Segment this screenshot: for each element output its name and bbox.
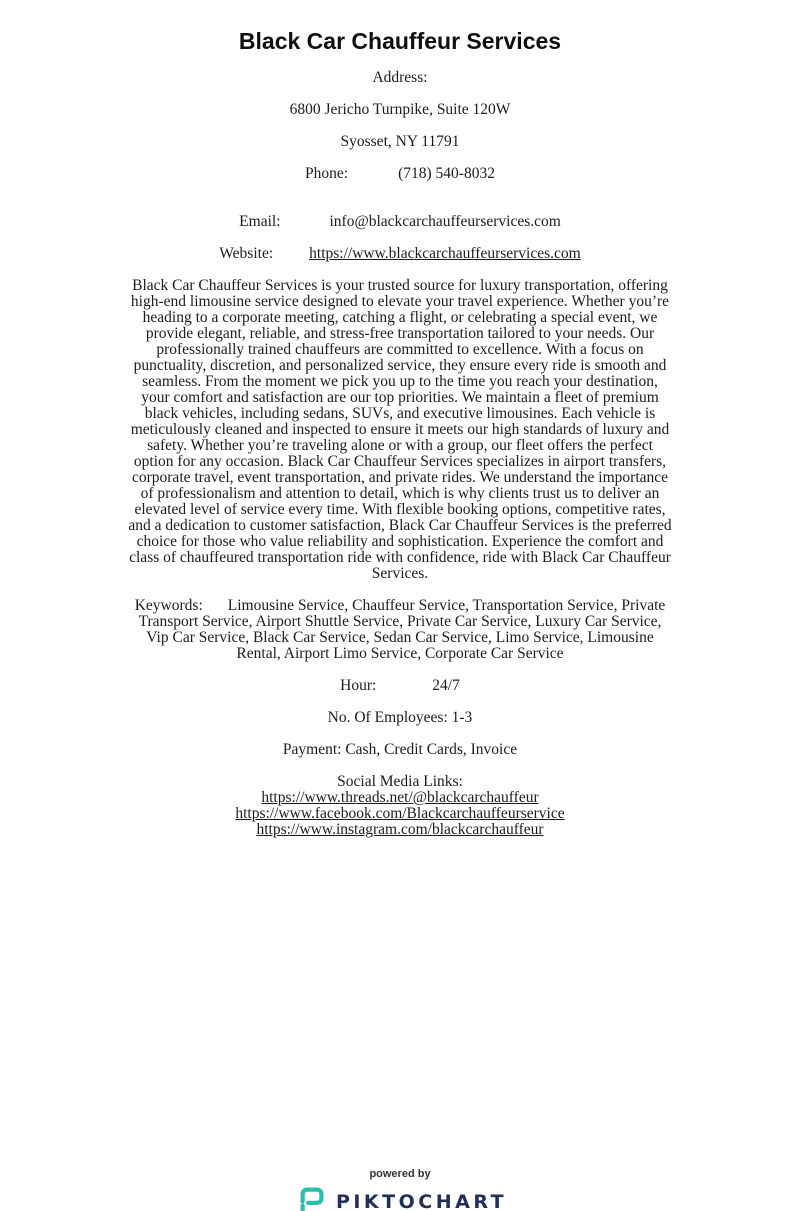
address-street: 6800 Jericho Turnpike, Suite 120W <box>289 101 511 118</box>
powered-by-text: powered by <box>369 1168 431 1180</box>
instagram-link[interactable]: https://www.instagram.com/blackcarchauffeur <box>256 821 544 838</box>
address-street-line <box>128 102 673 118</box>
tab-spacer <box>348 177 398 178</box>
website-label: Website: <box>219 245 274 262</box>
email-value: info@blackcarchauffeurservices.com <box>329 213 561 230</box>
social-media-heading: Social Media Links: <box>337 773 463 790</box>
piktochart-wordmark: PIKTOCHART <box>335 1191 508 1211</box>
content-column <box>128 70 673 838</box>
phone-label: Phone: <box>305 165 349 182</box>
hours-label: Hour: <box>340 677 377 694</box>
phone-line <box>128 166 673 182</box>
website-link[interactable]: https://www.blackcarchauffeurservices.com <box>309 245 581 262</box>
threads-link[interactable]: https://www.threads.net/@blackcarchauffeur <box>261 789 539 806</box>
social-media-section <box>128 774 673 838</box>
payment-line <box>128 742 673 758</box>
tab-spacer <box>203 609 228 610</box>
keywords-paragraph <box>128 598 673 662</box>
address-label: Address: <box>372 69 428 86</box>
tab-spacer <box>281 225 330 226</box>
address-city: Syosset, NY 11791 <box>340 133 460 150</box>
address-label-line <box>128 70 673 86</box>
email-label: Email: <box>239 213 281 230</box>
keywords-value: Limousine Service, Chauffeur Service, Transportation Service, Private Transport Service, Airport Shuttle Service, Private Car Service, Luxury Car Service, Vip Car Service, Black Car Service, Sedan Car Service, Limo Service, Limousine Rental, Airport Limo Service, Corporate Car Service <box>138 597 666 662</box>
facebook-link[interactable]: https://www.facebook.com/Blackcarchauffeurservice <box>235 805 565 822</box>
piktochart-logo <box>0 1185 800 1211</box>
employees-line <box>128 710 673 726</box>
website-line <box>128 246 673 262</box>
payment-text: Payment: Cash, Credit Cards, Invoice <box>282 741 518 758</box>
hours-line <box>128 678 673 694</box>
page-title: Black Car Chauffeur Services <box>238 28 562 54</box>
keywords-label: Keywords: <box>134 597 203 614</box>
piktochart-icon <box>293 1185 326 1211</box>
document-page <box>0 28 800 1211</box>
phone-value: (718) 540-8032 <box>398 165 495 182</box>
business-description: Black Car Chauffeur Services is your trusted source for luxury transportation, offering high-end limousine service designed to elevate your travel experience. Whether you’re heading to a corporate meeting, catching a flight, or celebrating a special event, we provide elegant, reliable, and stress-free transportation tailored to your needs. Our professionally trained chauffeurs are committed to excellence. With a focus on punctuality, discretion, and personalized service, they ensure every ride is smooth and seamless. From the moment we pick you up to the time you reach your destination, your comfort and satisfaction are our top priorities. We maintain a fleet of premium black vehicles, including sedans, SUVs, and executive limousines. Each vehicle is meticulously cleaned and inspected to ensure it meets our high standards of luxury and safety. Whether you’re traveling alone or with a group, our fleet offers the perfect option for any occasion. Black Car Chauffeur Services specializes in airport transfers, corporate travel, event transportation, and private rides. We understand the importance of professionalism and attention to detail, which is why clients trust us to deliver an elevated level of service every time. With flexible booking options, competitive rates, and a dedication to customer satisfaction, Black Car Chauffeur Services is the preferred choice for those who value reliability and sophistication. Experience the comfort and class of chauffeured transportation ride with confidence, ride with Black Car Chauffeur Services. <box>128 277 672 582</box>
address-city-line <box>128 134 673 150</box>
employees-text: No. Of Employees: 1-3 <box>327 709 473 726</box>
email-line <box>128 214 673 230</box>
footer <box>0 1168 800 1211</box>
tab-spacer <box>376 689 432 690</box>
hours-value: 24/7 <box>432 677 460 694</box>
tab-spacer <box>273 257 309 258</box>
